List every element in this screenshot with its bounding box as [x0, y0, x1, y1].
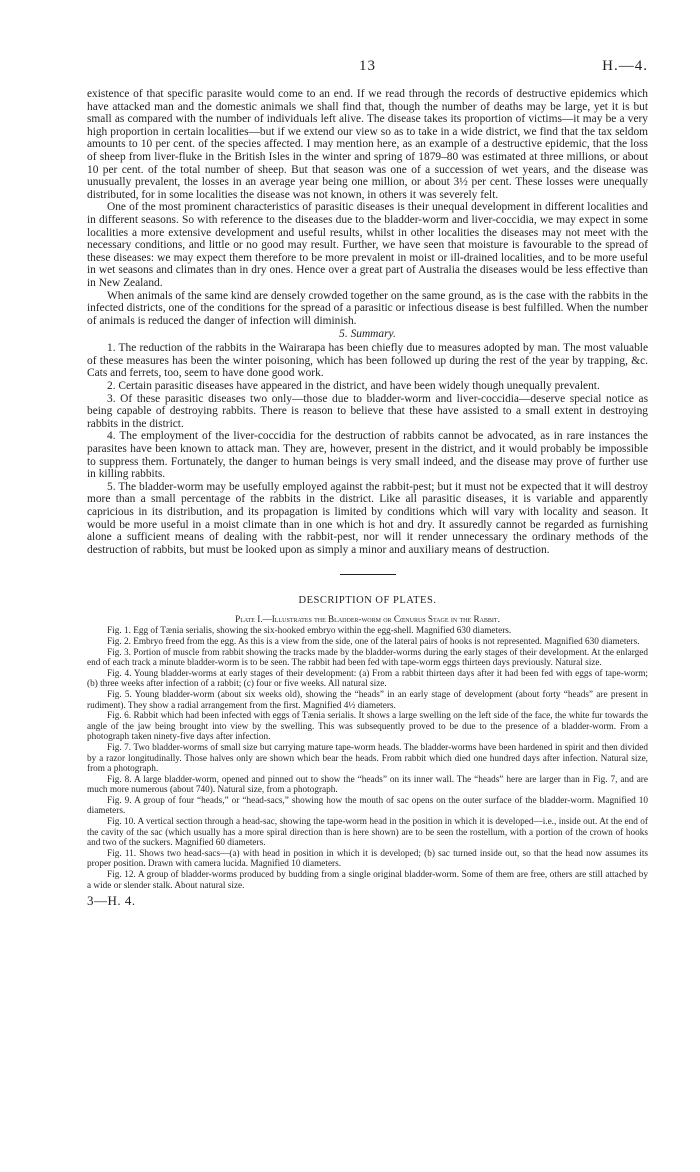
figure-description: Fig. 7. Two bladder-worms of small size but carrying mature tape-worm heads. The bladder-worms have been hardened in spirit and then divided by a razor longitudinally. Those halves only are shown which bear the heads. From rabbit which died one hundred days after infection. Natural size, from a photograph. — [87, 742, 648, 775]
summary-item: 4. The employment of the liver-coccidia for the destruction of rabbits cannot be advocated, as in rare instances the parasites have been known to attack man. They are, however, present in the district, and it would probably be impossible to suppress them. Fortunately, the danger to human beings is very small indeed, and the disease may prove of further use in killing rabbits. — [87, 430, 648, 481]
page-number: 13 — [359, 58, 376, 74]
figure-description: Fig. 9. A group of four “heads,” or “head-sacs,” showing how the mouth of sac opens on the outer surface of the bladder-worm. Magnified 10 diameters. — [87, 795, 648, 817]
figure-description: Fig. 10. A vertical section through a head-sac, showing the tape-worm head in the position in which it is developed—i.e., inside out. At the end of the cavity of the sac (which usually has a more spiral direction than is here shown) are to be seen the rostellum, with a portion of the crown of hooks and two of the suckers. Magnified 60 diameters. — [87, 817, 648, 849]
page-header — [87, 58, 648, 78]
summary-item: 5. The bladder-worm may be usefully employed against the rabbit-pest; but it must not be expected that it will destroy more than a small percentage of the rabbits in the district. Like all parasitic diseases, it is variable and apparently capricious in its distribution, and its propagation is limited by conditions which will vary with locality and season. It would be more useful in a moist climate than in one which is hot and dry. It assuredly cannot be regarded as furnishing alone a sufficient means of dealing with the rabbit-pest, nor will it render unnecessary the ordinary methods of the destruction of rabbits, but must be looked upon as simply a minor and auxiliary means of destruction. — [87, 480, 648, 556]
summary-item: 1. The reduction of the rabbits in the Wairarapa has been chiefly due to measures adopted by man. The most valuable of these measures has been the winter poisoning, which has been followed up during the rest of the year by trapping, &c. Cats and ferrets, too, seem to have done good work. — [87, 342, 648, 380]
main-text — [87, 88, 648, 327]
signature-mark: 3—H. 4. — [87, 893, 136, 909]
section-heading: 5. Summary. — [339, 328, 396, 341]
figure-description: Fig. 5. Young bladder-worm (about six weeks old), showing the “heads” in an early stage of development (about forty “heads” are present in rudiment). They show a radial arrangement from the first. Magnified 4½ diameters. — [87, 689, 648, 711]
figure-description: Fig. 8. A large bladder-worm, opened and pinned out to show the “heads” on its inner wall. The “heads” here are larger than in Fig. 7, and are much more numerous (about 740). Natural size, from a photograph. — [87, 774, 648, 796]
figure-description: Fig. 4. Young bladder-worms at early stages of their development: (a) From a rabbit thirteen days after it had been fed with eggs of tape-worm; (b) three weeks after infection of a rabbit; (c) four or five weeks. All natural size. — [87, 668, 648, 690]
figure-description: Fig. 6. Rabbit which had been infected with eggs of Tænia serialis. It shows a large swelling on the left side of the face, the white fur towards the angle of the jaw being brought into view by the swelling. This was subsequently proved to be due to the presence of a bladder-worm. From a photograph taken ninety-five days after infection. — [87, 711, 648, 743]
summary-list — [87, 342, 648, 556]
paragraph: One of the most prominent characteristics of parasitic diseases is their unequal development in different localities and in different seasons. So with reference to the diseases due to the bladder-worm and liver-coccidia, we may expect in some localities a more extensive development and useful results, whilst in other localities the diseases may not meet with the necessary conditions, and little or no good may result. Further, we have seen that moisture is favourable to the spread of these diseases: we may expect them therefore to be more prevalent in moist or ill-drained localities, and to be more useful in wet seasons and climates than in dry ones. Hence over a great part of Australia the diseases would be less effective than in New Zealand. — [87, 201, 648, 289]
summary-item: 3. Of these parasitic diseases two only—those due to bladder-worm and liver-coccidia—deserve special notice as being capable of destroying rabbits. There is reason to believe that these have assisted to a small extent in destroying rabbits in the district. — [87, 392, 648, 430]
paragraph: When animals of the same kind are densely crowded together on the same ground, as is the case with the rabbits in the infected districts, one of the conditions for the spread of a parasitic or infectious disease is best fulfilled. When the number of animals is reduced the danger of infection will diminish. — [87, 289, 648, 327]
figure-description: Fig. 11. Shows two head-sacs—(a) with head in position in which it is developed; (b) sac turned inside out, so that the head now assumes its proper position. Drawn with camera lucida. Magnified 10 diameters. — [87, 848, 648, 870]
section-divider — [340, 574, 396, 575]
figure-description: Fig. 3. Portion of muscle from rabbit showing the tracks made by the bladder-worms during the early stages of their development. At the enlarged end of each track a minute bladder-worm is to be seen. The rabbit had been fed with tape-worm eggs thirteen days previously. Natural size. — [87, 647, 648, 669]
figure-descriptions — [87, 626, 648, 891]
figure-description: Fig. 2. Embryo freed from the egg. As this is a view from the side, one of the lateral pairs of hooks is not represented. Magnified 630 diameters. — [107, 636, 640, 647]
paragraph: existence of that specific parasite would come to an end. If we read through the records of destructive epidemics which have attacked man and the domestic animals we shall find that, though the number of deaths may be large, yet it is but small as compared with the number of individuals left alive. The disease takes its proportion of victims—it may be a very high proportion in certain localities—but if we extend our view so as to take in a wide district, we find that the tax seldom amounts to 10 per cent. of the species affected. I may mention here, as an example of a destructive epidemic, that the loss of sheep from liver-fluke in the British Isles in the winter and spring of 1879–80 was estimated at three millions, or about 10 per cent. of the total number of sheep. But that season was one of a succession of wet years, and the disease was unusually prevalent, the losses in an average year being one million, or about 3½ per cent. These losses were unequally distributed, for in some localities the disease was not known, in others it was severely felt. — [87, 88, 648, 201]
figure-description: Fig. 12. A group of bladder-worms produced by budding from a single original bladder-worm. Some of them are free, others are still attached by a wide or slender stalk. About natural size. — [87, 870, 648, 891]
figure-description: Fig. 1. Egg of Tænia serialis, showing the six-hooked embryo within the egg-shell. Magnified 630 diameters. — [107, 626, 512, 637]
page-body — [87, 88, 648, 909]
plates-title: DESCRIPTION OF PLATES. — [298, 595, 437, 607]
plate-heading: Plate I.—Illustrates the Bladder-worm or Cœnurus Stage in the Rabbit. — [235, 614, 500, 625]
document-reference: H.—4. — [602, 58, 648, 74]
summary-item: 2. Certain parasitic diseases have appeared in the district, and have been widely though unequally prevalent. — [107, 380, 600, 393]
